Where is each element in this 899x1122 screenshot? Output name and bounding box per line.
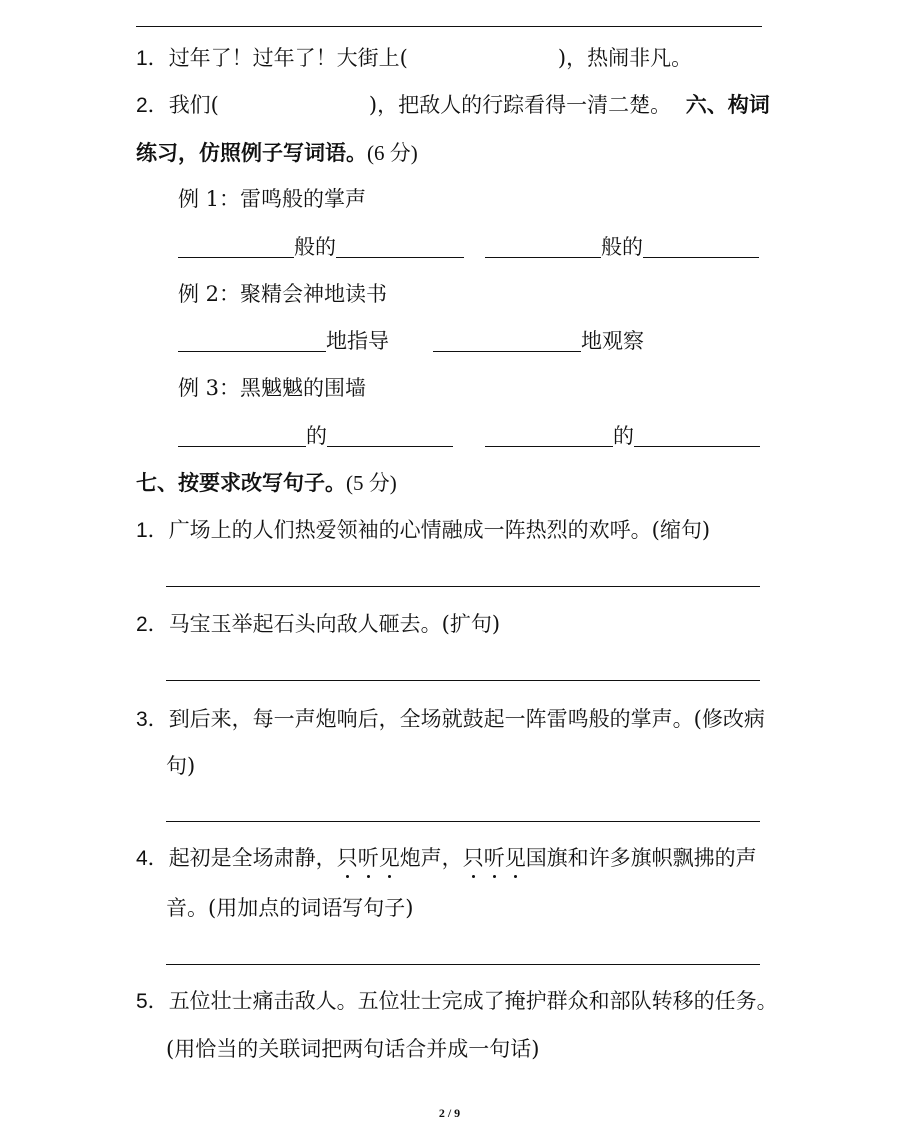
section6-heading xyxy=(136,140,418,166)
dotted-character: 见 xyxy=(378,846,400,870)
item-text: 到后来，每一声炮响后，全场就鼓起一阵雷鸣般的掌声。(修改病 xyxy=(168,707,765,731)
example-2-suffix: 地指导 xyxy=(326,329,389,353)
section7-heading xyxy=(136,470,397,496)
answer-blank[interactable] xyxy=(178,426,306,447)
fill-item-1 xyxy=(136,45,692,72)
rewrite-item-5 xyxy=(136,988,778,1015)
answer-blank[interactable] xyxy=(433,331,581,352)
rewrite-item-5-cont: (用恰当的关联词把两句话合并成一句话) xyxy=(166,1037,540,1061)
dotted-word-2 xyxy=(463,846,526,870)
fill-item-2 xyxy=(136,92,770,119)
item-text: 国旗和许多旗帜飘拂的声 xyxy=(525,846,757,870)
rewrite-item-2 xyxy=(136,611,500,638)
example-1-label: 例 1：雷鸣般的掌声 xyxy=(178,187,367,211)
answer-line[interactable] xyxy=(166,586,760,587)
item-number: 1． xyxy=(136,47,169,70)
item-number: 2． xyxy=(136,94,169,117)
example-3-mid: 的 xyxy=(306,424,327,448)
item-number: 2． xyxy=(136,613,169,636)
dotted-word-1 xyxy=(337,846,400,870)
item-text: 起初是全场肃静， xyxy=(168,846,337,870)
rewrite-item-4-cont: 音。(用加点的词语写句子) xyxy=(166,896,414,920)
section7-title: 七、按要求改写句子。 xyxy=(136,470,346,495)
example-2-suffix: 地观察 xyxy=(581,329,644,353)
dotted-character: 只 xyxy=(336,846,358,870)
example-3-mid: 的 xyxy=(613,424,634,448)
answer-line[interactable] xyxy=(166,680,760,681)
item-text: 五位壮士痛击敌人。五位壮士完成了掩护群众和部队转移的任务。 xyxy=(168,989,778,1013)
item-text-pre: 过年了！过年了！大街上( xyxy=(168,46,408,70)
example-1-mid: 般的 xyxy=(294,235,336,259)
answer-blank[interactable] xyxy=(336,237,464,258)
item-text-post: )，热闹非凡。 xyxy=(557,46,693,70)
example-3-answer-row xyxy=(178,423,760,449)
answer-blank[interactable] xyxy=(327,426,453,447)
answer-line[interactable] xyxy=(166,821,760,822)
rewrite-item-3 xyxy=(136,706,765,733)
top-rule xyxy=(136,26,762,27)
dotted-character: 听 xyxy=(357,846,379,870)
example-3-label: 例 3：黑魆魆的围墙 xyxy=(178,376,367,400)
section7-score: (5 分) xyxy=(346,471,397,495)
rewrite-item-4 xyxy=(136,845,757,872)
item-text-pre: 我们( xyxy=(168,93,219,117)
example-1-answer-row xyxy=(178,234,759,260)
item-text: 马宝玉举起石头向敌人砸去。(扩句) xyxy=(168,612,501,636)
item-number: 5． xyxy=(136,990,169,1013)
section6-title-part2: 练习，仿照例子写词语。 xyxy=(136,140,367,165)
page-number: 2 / 9 xyxy=(438,1106,461,1120)
example-2-label: 例 2：聚精会神地读书 xyxy=(178,282,388,306)
example-1-mid: 般的 xyxy=(601,235,643,259)
dotted-character: 见 xyxy=(504,846,526,870)
item-text-post: )，把敌人的行踪看得一清二楚。 xyxy=(368,93,672,117)
answer-blank[interactable] xyxy=(178,237,294,258)
item-text: 广场上的人们热爱领袖的心情融成一阵热烈的欢呼。(缩句) xyxy=(168,518,711,542)
dotted-character: 听 xyxy=(483,846,505,870)
item-number: 1． xyxy=(136,519,169,542)
section6-score: (6 分) xyxy=(367,141,418,165)
item-number: 4． xyxy=(136,847,169,870)
answer-blank[interactable] xyxy=(485,426,613,447)
answer-blank[interactable] xyxy=(178,331,326,352)
answer-blank[interactable] xyxy=(643,237,759,258)
rewrite-item-3-cont: 句) xyxy=(166,754,196,778)
dotted-character: 只 xyxy=(462,846,484,870)
answer-blank[interactable] xyxy=(485,237,601,258)
item-text: 炮声， xyxy=(399,846,463,870)
example-2-answer-row xyxy=(178,328,644,354)
rewrite-item-1 xyxy=(136,517,710,544)
answer-blank[interactable] xyxy=(634,426,760,447)
item-number: 3． xyxy=(136,708,169,731)
section6-title-part1: 六、构词 xyxy=(685,92,770,117)
answer-line[interactable] xyxy=(166,964,760,965)
